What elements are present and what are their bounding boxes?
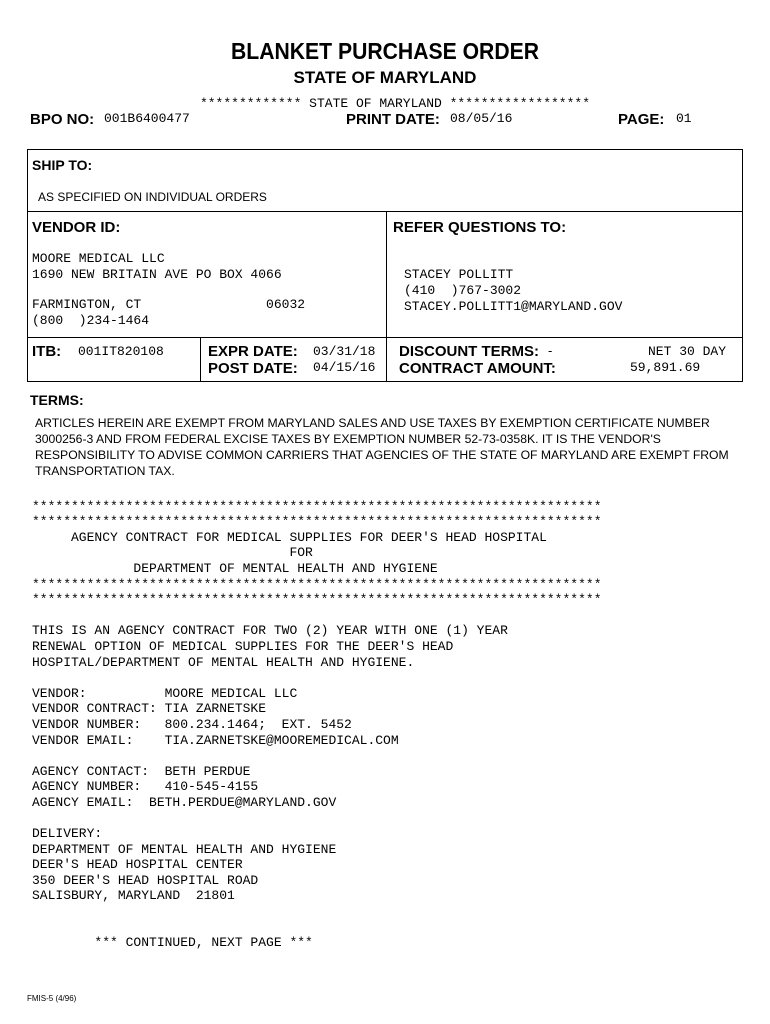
contract-amount-value: 59,891.69 [630, 360, 701, 375]
post-date-value: 04/15/16 [313, 360, 376, 375]
discount-terms-value: NET 30 DAY [648, 344, 727, 359]
itb-label: ITB: [32, 343, 62, 360]
vendor-line: FARMINGTON, CT 06032 [32, 297, 306, 312]
body-line [32, 670, 602, 686]
body-line: THIS IS AN AGENCY CONTRACT FOR TWO (2) YEAR WITH ONE (1) YEAR [32, 623, 508, 639]
body-line: VENDOR NUMBER: 800.234.1464; EXT. 5452 [32, 716, 352, 732]
body-line: AGENCY NUMBER: 410-545-4155 [32, 779, 259, 795]
print-date-label: PRINT DATE: [346, 111, 440, 128]
refer-line: STACEY.POLLITT1@MARYLAND.GOV [404, 299, 623, 314]
vendor-line [32, 283, 305, 297]
refer-line: STACEY POLLITT [404, 267, 514, 282]
body-line: RENEWAL OPTION OF MEDICAL SUPPLIES FOR THE DEER'S HEAD [32, 638, 454, 654]
bpo-value: 001B6400477 [104, 111, 190, 126]
refer-line: (410 )767-3002 [404, 283, 522, 298]
form-number: FMIS-5 (4/96) [27, 994, 77, 1003]
refer-contact [404, 251, 622, 331]
ship-to-value: AS SPECIFIED ON INDIVIDUAL ORDERS [38, 190, 267, 204]
vendor-refer-divider [386, 211, 387, 382]
body-line: ************************************************************************* [32, 576, 602, 592]
vendor-id-label: VENDOR ID: [32, 219, 121, 236]
document-subtitle: STATE OF MARYLAND [293, 68, 477, 87]
page-value: 01 [676, 111, 692, 126]
expr-date-value: 03/31/18 [313, 344, 376, 359]
body-line: HOSPITAL/DEPARTMENT OF MENTAL HEALTH AND HYGIENE. [32, 654, 415, 670]
ship-to-divider [27, 211, 743, 212]
post-date-label: POST DATE: [208, 360, 298, 377]
contract-body [32, 483, 602, 966]
body-line: ************************************************************************* [32, 498, 602, 514]
body-line: AGENCY CONTACT: BETH PERDUE [32, 763, 251, 779]
body-line: *** CONTINUED, NEXT PAGE *** [32, 935, 313, 951]
body-line: DELIVERY: [32, 826, 103, 842]
body-line [32, 608, 602, 624]
ship-to-label: SHIP TO: [32, 157, 93, 173]
body-line: VENDOR: MOORE MEDICAL LLC [32, 685, 298, 701]
discount-terms-label: DISCOUNT TERMS: [399, 343, 539, 360]
page-label: PAGE: [618, 111, 665, 128]
body-line: SALISBURY, MARYLAND 21801 [32, 888, 235, 904]
body-line [32, 920, 602, 936]
body-line: FOR [32, 545, 313, 561]
body-line: DEPARTMENT OF MENTAL HEALTH AND HYGIENE [32, 841, 337, 857]
bpo-label: BPO NO: [30, 111, 95, 128]
body-line: DEER'S HEAD HOSPITAL CENTER [32, 857, 243, 873]
body-line: DEPARTMENT OF MENTAL HEALTH AND HYGIENE [32, 560, 438, 576]
body-line [32, 748, 602, 764]
refer-questions-label: REFER QUESTIONS TO: [393, 219, 567, 236]
document-title: BLANKET PURCHASE ORDER [230, 38, 539, 64]
body-line: ************************************************************************* [32, 514, 602, 530]
expr-date-label: EXPR DATE: [208, 343, 298, 360]
itb-value: 001IT820108 [78, 344, 164, 359]
print-date-value: 08/05/16 [450, 111, 513, 126]
discount-mark: - [548, 343, 553, 358]
vendor-line: 1690 NEW BRITAIN AVE PO BOX 4066 [32, 267, 282, 282]
body-line: VENDOR CONTRACT: TIA ZARNETSKE [32, 701, 267, 717]
state-banner: ************* STATE OF MARYLAND ****************** [199, 96, 591, 111]
body-line: 350 DEER'S HEAD HOSPITAL ROAD [32, 872, 259, 888]
terms-text: ARTICLES HEREIN ARE EXEMPT FROM MARYLAND SALES AND USE TAXES BY EXEMPTION CERTIFICATE NUMBER 3000256-3 AND FROM FEDERAL EXCISE TAXES BY EXEMPTION NUMBER 52-73-0358K. IT IS THE VENDOR'S RESPONSIBILITY TO ADVISE COMMON CARRIERS THAT AGENCIES OF THE STATE OF MARYLAND ARE EXEMPT FROM TRANSPORTATION TAX. [35, 416, 729, 478]
terms-label: TERMS: [30, 392, 84, 408]
body-line: ************************************************************************* [32, 592, 602, 608]
body-line [32, 810, 602, 826]
body-line [32, 904, 602, 920]
body-line: VENDOR EMAIL: TIA.ZARNETSKE@MOOREMEDICAL.COM [32, 732, 399, 748]
vendor-line: (800 )234-1464 [32, 313, 150, 328]
body-line: AGENCY EMAIL: BETH.PERDUE@MARYLAND.GOV [32, 794, 337, 810]
contract-amount-label: CONTRACT AMOUNT: [399, 360, 556, 377]
vendor-line: MOORE MEDICAL LLC [32, 251, 165, 266]
body-line: AGENCY CONTRACT FOR MEDICAL SUPPLIES FOR DEER'S HEAD HOSPITAL [32, 529, 547, 545]
vendor-address [32, 235, 305, 345]
